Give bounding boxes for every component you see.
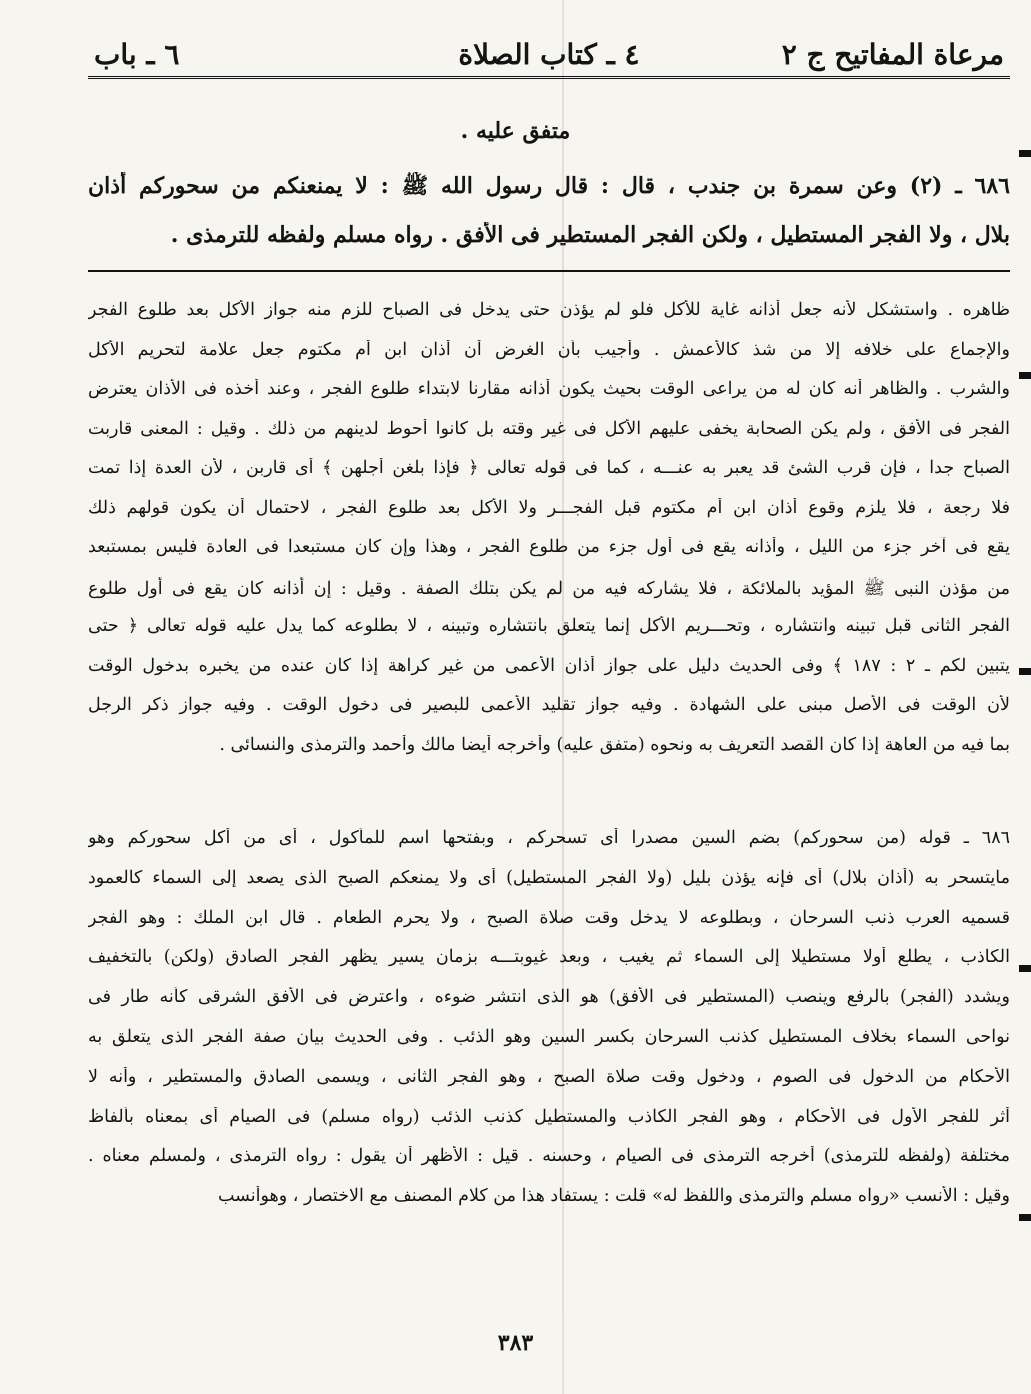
commentary-line: بما فيه من العاهة إذا كان القصد التعريف به ونحوه (متفق عليه) وأخرجه أيضا مالك وأحمد والترمذى والنسائى . — [219, 734, 1010, 755]
top-note: متفق عليه . — [460, 118, 571, 144]
commentary-line: الأحكام من الدخول فى الصوم ، ودخول وقت صلاة الصبح ، وهو الفجر الثانى ، ويسمى الصادق والمستطير ، وأنه لا — [88, 1066, 1010, 1087]
commentary-line: لأن الوقت فى الأصل مبنى على الشهادة . وفيه جواز تقليد الأعمى للبصير فى دخول الوقت . وفيه جواز ذكر الرجل — [88, 695, 1010, 715]
commentary-line: ويشدد (الفجر) بالرفع وينصب (المستطير فى الأفق) هو الذى انتشر ضوءه ، واعترض فى الأفق الشرقى كأنه طار فى — [88, 987, 1010, 1008]
commentary-line: نواحى السماء بخلاف المستطيل كذنب السرحان بكسر السين وهو الذئب . وفى الحديث بيان صفة الفجر الذى يتعلق به — [88, 1027, 1010, 1047]
page-number: ٣٨٣ — [497, 1330, 534, 1356]
commentary-line: مختلفة (ولفظه للترمذى) أخرجه الترمذى فى الصيام ، وحسنه . قيل : الأظهر أن يقول : رواه الترمذى ، ولمسلم معناه . — [88, 1146, 1010, 1167]
hadith-line: ٦٨٦ ـ (٢) وعن سمرة بن جندب ، قال : قال رسول الله ﷺ : لا يمنعنكم من سحوركم أذان — [88, 173, 1010, 199]
commentary-line: الفجر الثانى قبل تبينه وانتشاره ، وتحـــريم الأكل إنما يتعلق بانتشاره وتبينه ، لا بطلوعه كما يدل عليه قوله تعالى ﴿ حتى — [88, 616, 1010, 636]
running-header — [88, 34, 1010, 79]
commentary-line: يقع فى آخر جزء من الليل ، وأذانه يقع فى أول جزء من طلوع الفجر ، وهذا وإن كان مستبعدا فى العادة فليس بمستبعد — [88, 537, 1010, 557]
commentary-line: ٦٨٦ ـ قوله (من سحوركم) بضم السين مصدرا أى تسحركم ، وبفتحها اسم للمأكول ، أى من أكل سحوركم وهو — [88, 828, 1010, 848]
commentary-line: أثر للفجر الأول فى الأحكام ، وهو الفجر الكاذب والمستطيل كذنب الذئب (رواه مسلم) فى الصيام أى بمعناه بألفاظ — [88, 1106, 1010, 1127]
commentary-line: يتبين لكم ـ ٢ : ١٨٧ ﴾ وفى الحديث دليل على جواز أذان الأعمى من غير كراهة إذا كان عنده من يخبره بدخول الوقت — [88, 655, 1010, 676]
edge-mark — [1019, 150, 1031, 157]
section-label: ٦ ـ باب — [94, 38, 180, 71]
edge-mark — [1019, 965, 1031, 972]
chapter-title: ٤ ـ كتاب الصلاة — [458, 38, 640, 71]
edge-mark — [1019, 668, 1031, 675]
hadith-line: بلال ، ولا الفجر المستطيل ، ولكن الفجر المستطير فى الأفق . رواه مسلم ولفظه للترمذى . — [170, 222, 1010, 248]
edge-mark — [1019, 372, 1031, 379]
commentary-line: من مؤذن النبى ﷺ المؤيد بالملائكة ، فلا يشاركه فيه من لم يكن بتلك الصفة . وقيل : إن أذانه كان يقع فى أول طلوع — [88, 578, 1010, 599]
commentary-line: فلا رجعة ، فلا يلزم وقوع أذان ابن أم مكتوم قبل الفجـــر ولا الأكل بعد طلوع الفجر ، لاحتمال أن يكون قولهم ذلك — [88, 497, 1010, 518]
commentary-line: الصباح جدا ، فإن قرب الشئ قد يعبر به عنـــه ، كما فى قوله تعالى ﴿ فإذا بلغن أجلهن ﴾ أى قاربن ، لأن العدة إذا تمت — [88, 458, 1010, 478]
commentary-line: مايتسحر به (أذان بلال) أى فإنه يؤذن بليل (ولا الفجر المستطيل) أى ولا يمنعكم الصبح الذى يصعد إلى السماء كالعمود — [88, 867, 1010, 888]
commentary-line: والشرب . والظاهر أنه كان له من يراعى الوقت بحيث يكون أذانه مقارنا لابتداء طلوع الفجر ، وعند أخذه فى الأذان يعترض — [88, 379, 1010, 399]
hadith-text — [88, 166, 1010, 272]
commentary-line: الكاذب ، يطلع أولا مستطيلا إلى السماء ثم يغيب ، وبعد غيوبتـــه بزمان يسير يظهر الفجر الصادق (ولكن) بالتخفيف — [88, 947, 1010, 968]
book-title: مرعاة المفاتيح ج ٢ — [781, 38, 1004, 71]
commentary-line: الفجر فى الأفق ، ولم يكن الصحابة يخفى عليهم الأكل فى غير وقته بل كانوا أحوط لدينهم من ذلك . وقيل : المعنى قاربت — [88, 418, 1010, 439]
commentary-line: قسميه العرب ذنب السرحان ، وبطلوعه لا يدخل وقت صلاة الصبح ، ولا يحرم الطعام . قال ابن الملك : وهو الفجر — [88, 907, 1010, 928]
commentary-line: وقيل : الأنسب «رواه مسلم والترمذى واللفظ له» قلت : يستفاد هذا من كلام المصنف مع الاختصار ، وهوأنسب — [217, 1186, 1010, 1207]
commentary-line: والإجماع على خلافه إلا من شذ كالأعمش . وأجيب بأن الغرض أن أذان ابن أم مكتوم جعل علامة لتحريم الأكل — [88, 339, 1010, 360]
commentary-line: ظاهره . واستشكل لأنه جعل أذانه غاية للأكل فلو لم يؤذن حتى يدخل فى الصباح للزم منه جواز الأكل بعد طلوع الفجر — [88, 300, 1010, 320]
edge-mark — [1019, 1214, 1031, 1221]
